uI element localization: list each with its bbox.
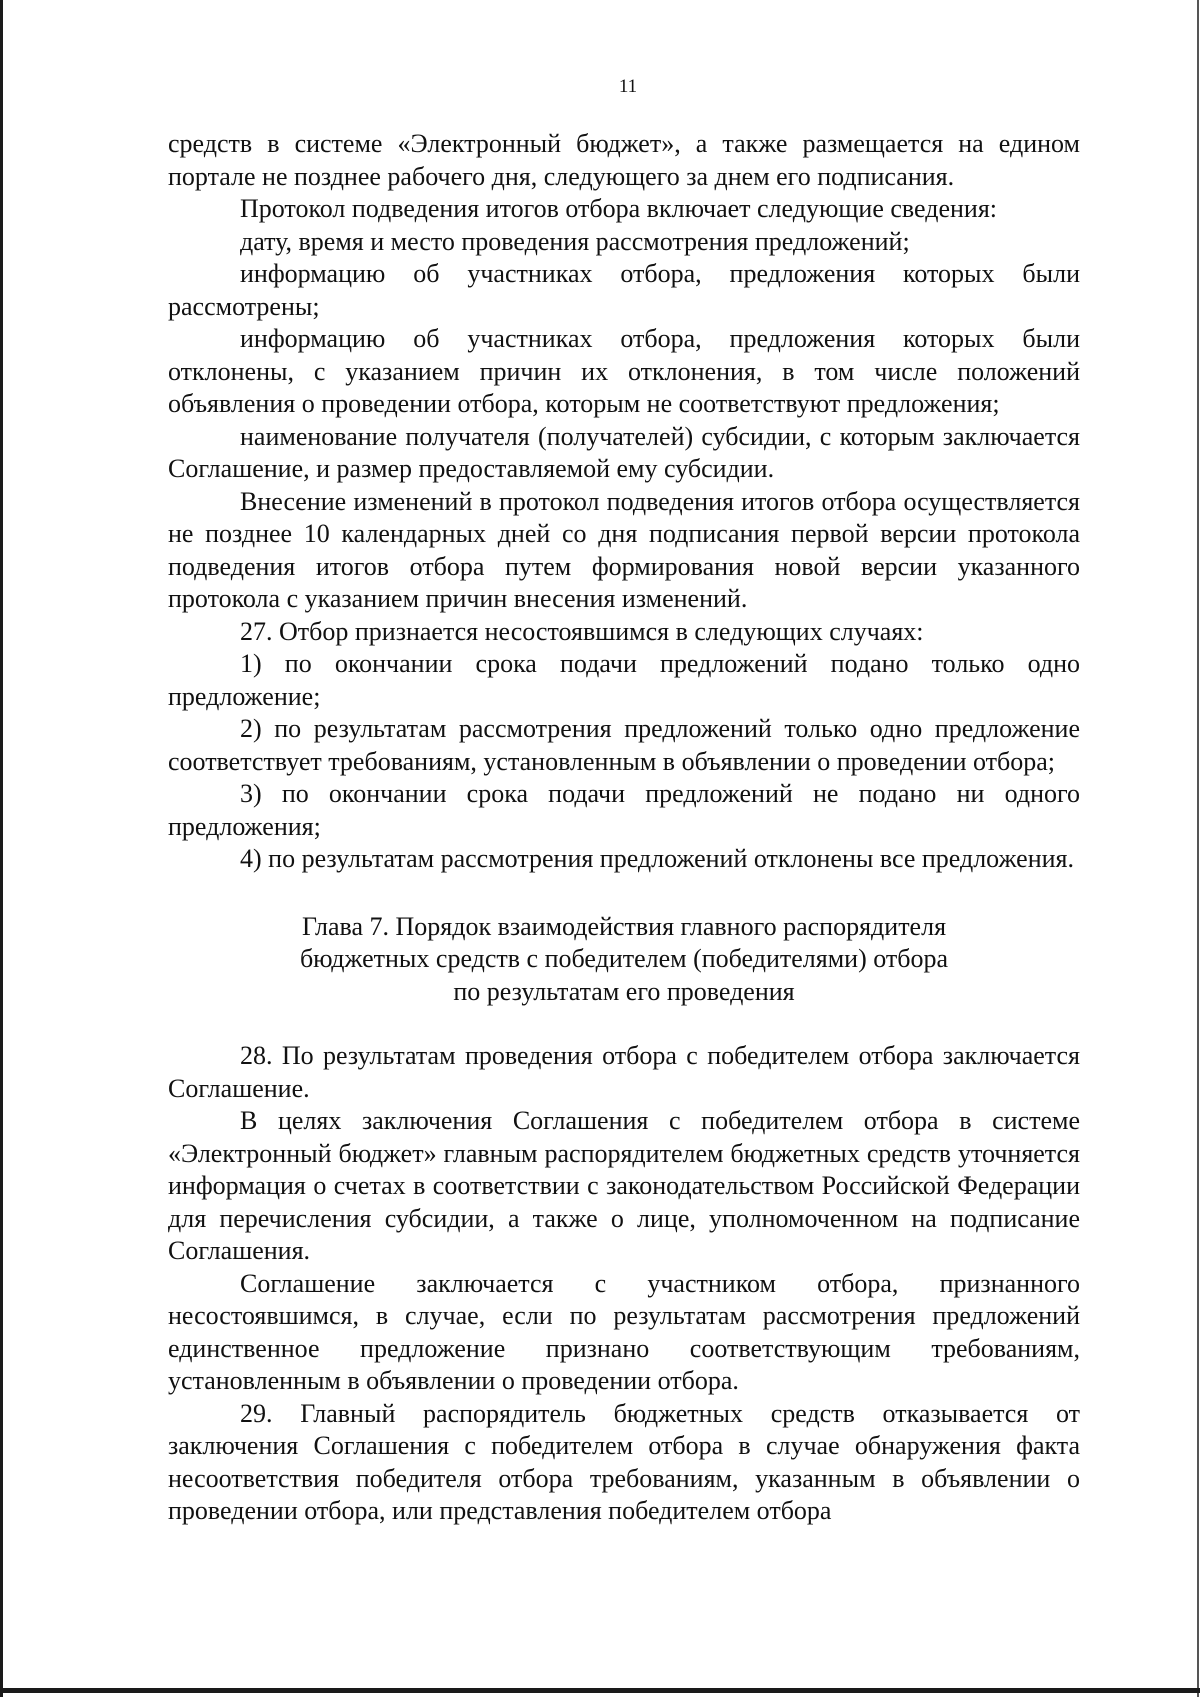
- chapter-heading: [168, 911, 1080, 1009]
- document-body: [168, 128, 1080, 1528]
- scan-bottom-edge: [0, 1688, 1200, 1693]
- paragraph: наименование получателя (получателей) субсидии, с которым заключается Соглашение, и размер предоставляемой ему субсидии.: [168, 421, 1080, 483]
- list-item: 2) по результатам рассмотрения предложений только одно предложение соответствует требованиям, установленным в объявлении о проведении отбора;: [168, 714, 1080, 776]
- list-item: 3) по окончании срока подачи предложений не подано ни одного предложения;: [168, 779, 1080, 841]
- chapter-heading-line: Глава 7. Порядок взаимодействия главного распорядителя: [301, 911, 947, 941]
- scan-right-edge: [1197, 0, 1199, 1697]
- paragraph: средств в системе «Электронный бюджет», а также размещается на едином портале не позднее рабочего дня, следующего за днем его подписания.: [168, 129, 1080, 191]
- scan-left-edge: [0, 0, 3, 1697]
- list-item: 1) по окончании срока подачи предложений подано только одно предложение;: [168, 649, 1080, 711]
- paragraph: информацию об участниках отбора, предложения которых были рассмотрены;: [168, 259, 1080, 321]
- chapter-heading-line: бюджетных средств с победителем (победителями) отбора: [299, 944, 949, 973]
- paragraph: Внесение изменений в протокол подведения итогов отбора осуществляется не позднее 10 календарных дней со дня подписания первой версии протокола подведения итогов отбора путем формирования новой версии указанного протокола с указанием причин внесения изменений.: [168, 486, 1080, 613]
- paragraph-29: 29. Главный распорядитель бюджетных средств отказывается от заключения Соглашения с победителем отбора в случае обнаружения факта несоответствия победителя отбора требованиям, указанным в объявлении о проведении отбора, или представления победителем отбора: [168, 1398, 1080, 1525]
- list-item: 4) по результатам рассмотрения предложений отклонены все предложения.: [240, 844, 1074, 873]
- paragraph: дату, время и место проведения рассмотрения предложений;: [240, 226, 910, 256]
- paragraph: Соглашение заключается с участником отбора, признанного несостоявшимся, в случае, если по результатам рассмотрения предложений единственное предложение признано соответствующим требованиям, установленным в объявлении о проведении отбора.: [168, 1268, 1080, 1395]
- paragraph-28: 28. По результатам проведения отбора с победителем отбора заключается Соглашение.: [168, 1041, 1080, 1103]
- chapter-heading-line: по результатам его проведения: [453, 976, 795, 1006]
- page-number: 11: [618, 76, 638, 97]
- paragraph: В целях заключения Соглашения с победителем отбора в системе «Электронный бюджет» главным распорядителем бюджетных средств уточняется информация о счетах в соответствии с законодательством Российской Федерации для перечисления субсидии, а также о лице, уполномоченном на подписание Соглашения.: [168, 1106, 1080, 1265]
- paragraph: Протокол подведения итогов отбора включает следующие сведения:: [240, 194, 997, 223]
- paragraph: информацию об участниках отбора, предложения которых были отклонены, с указанием причин их отклонения, в том числе положений объявления о проведении отбора, которым не соответствуют предложения;: [168, 324, 1080, 418]
- list-intro-27: 27. Отбор признается несостоявшимся в следующих случаях:: [240, 616, 924, 646]
